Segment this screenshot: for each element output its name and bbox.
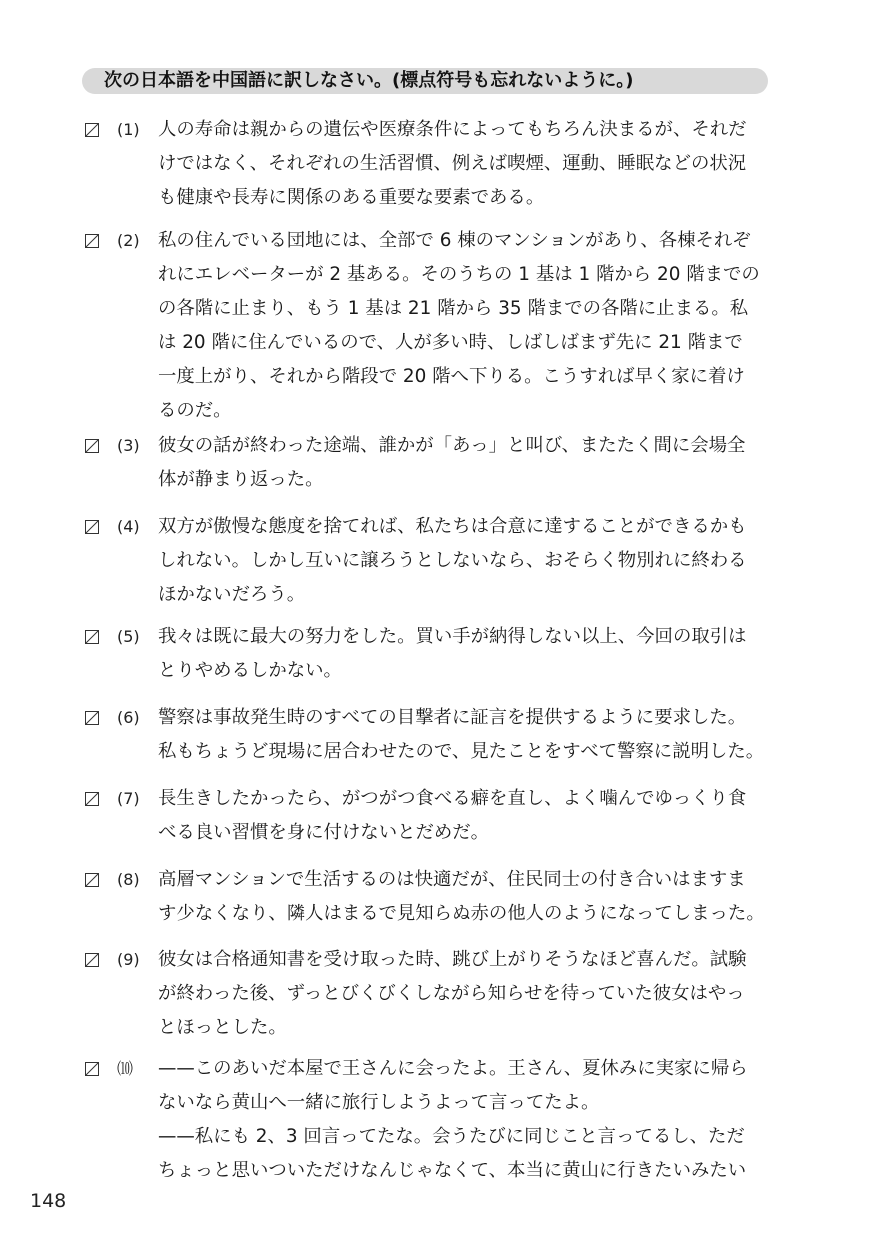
instruction-text: 次の日本語を中国語に訳しなさい。(標点符号も忘れないように。)	[104, 70, 634, 91]
exercise-text	[158, 113, 770, 215]
exercise-text	[158, 782, 770, 850]
checkbox-icon[interactable]	[85, 1062, 99, 1076]
text-line: も健康や長寿に関係のある重要な要素である。	[158, 187, 545, 208]
text-line: の各階に止まり、もう 1 基は 21 階から 35 階までの各階に止まる。私	[158, 298, 749, 319]
exercise-number: (7)	[117, 789, 140, 808]
checkbox-icon[interactable]	[85, 792, 99, 806]
checkbox-icon[interactable]	[85, 630, 99, 644]
checkbox-icon[interactable]	[85, 123, 99, 137]
text-line: るのだ。	[158, 400, 232, 421]
exercise-number: (5)	[117, 627, 140, 646]
instruction-banner	[82, 68, 768, 94]
exercise-text	[158, 510, 770, 612]
text-line: 私もちょうど現場に居合わせたので、見たことをすべて警察に説明した。	[158, 741, 765, 762]
text-line: ないなら黄山へ一緒に旅行しようよって言ってたよ。	[158, 1092, 600, 1113]
text-line: 彼女の話が終わった途端、誰かが「あっ」と叫び、またたく間に会場全	[158, 435, 746, 456]
text-line: ——このあいだ本屋で王さんに会ったよ。王さん、夏休みに実家に帰ら	[158, 1058, 748, 1079]
exercise-number: (9)	[117, 950, 140, 969]
text-line: 体が静まり返った。	[158, 469, 324, 490]
exercise-text	[158, 863, 770, 931]
exercise-number: (2)	[117, 231, 140, 250]
checkbox-icon[interactable]	[85, 234, 99, 248]
text-line: れにエレベーターが 2 基ある。そのうちの 1 基は 1 階から 20 階までの	[158, 264, 760, 285]
text-line: 人の寿命は親からの遺伝や医療条件によってもちろん決まるが、それだ	[158, 119, 747, 140]
text-line: 彼女は合格通知書を受け取った時、跳び上がりそうなほど喜んだ。試験	[158, 949, 747, 970]
text-line: 高層マンションで生活するのは快適だが、住民同士の付き合いはますま	[158, 869, 746, 890]
text-line: 一度上がり、それから階段で 20 階へ下りる。こうすれば早く家に着け	[158, 366, 745, 387]
checkbox-icon[interactable]	[85, 520, 99, 534]
text-line: 長生きしたかったら、がつがつ食べる癖を直し、よく噛んでゆっくり食	[158, 788, 747, 809]
text-line: ちょっと思いついただけなんじゃなくて、本当に黄山に行きたいみたい	[158, 1160, 747, 1181]
text-line: が終わった後、ずっとびくびくしながら知らせを待っていた彼女はやっ	[158, 983, 745, 1004]
checkbox-icon[interactable]	[85, 953, 99, 967]
text-line: とりやめるしかない。	[158, 660, 342, 681]
text-line: 警察は事故発生時のすべての目撃者に証言を提供するように要求した。	[158, 707, 747, 728]
exercise-text	[158, 620, 770, 688]
text-line: とほっとした。	[158, 1017, 287, 1038]
text-line: 双方が傲慢な態度を捨てれば、私たちは合意に達することができるかも	[158, 516, 747, 537]
text-line: 我々は既に最大の努力をした。買い手が納得しない以上、今回の取引は	[158, 626, 747, 647]
exercise-text	[158, 224, 770, 428]
checkbox-icon[interactable]	[85, 711, 99, 725]
exercise-number: (3)	[117, 436, 140, 455]
exercise-text	[158, 1052, 770, 1188]
checkbox-icon[interactable]	[85, 873, 99, 887]
text-line: ——私にも 2、3 回言ってたな。会うたびに同じこと言ってるし、ただ	[158, 1126, 745, 1147]
text-line: べる良い習慣を身に付けないとだめだ。	[158, 822, 490, 843]
exercise-number: (4)	[117, 517, 140, 536]
text-line: 私の住んでいる団地には、全部で 6 棟のマンションがあり、各棟それぞ	[158, 230, 751, 251]
exercise-number: ⑽	[117, 1059, 134, 1078]
exercise-number: (6)	[117, 708, 140, 727]
text-line: す少なくなり、隣人はまるで見知らぬ赤の他人のようになってしまった。	[158, 903, 765, 924]
exercise-text	[158, 429, 770, 497]
text-line: しれない。しかし互いに譲ろうとしないなら、おそらく物別れに終わる	[158, 550, 747, 571]
page-number: 148	[30, 1190, 67, 1212]
text-line: けではなく、それぞれの生活習慣、例えば喫煙、運動、睡眠などの状況	[158, 153, 747, 174]
checkbox-icon[interactable]	[85, 439, 99, 453]
exercise-text	[158, 701, 770, 769]
exercise-number: (8)	[117, 870, 140, 889]
text-line: は 20 階に住んでいるので、人が多い時、しばしばまず先に 21 階まで	[158, 332, 743, 353]
exercise-number: (1)	[117, 120, 140, 139]
text-line: ほかないだろう。	[158, 584, 306, 605]
exercise-text	[158, 943, 770, 1045]
